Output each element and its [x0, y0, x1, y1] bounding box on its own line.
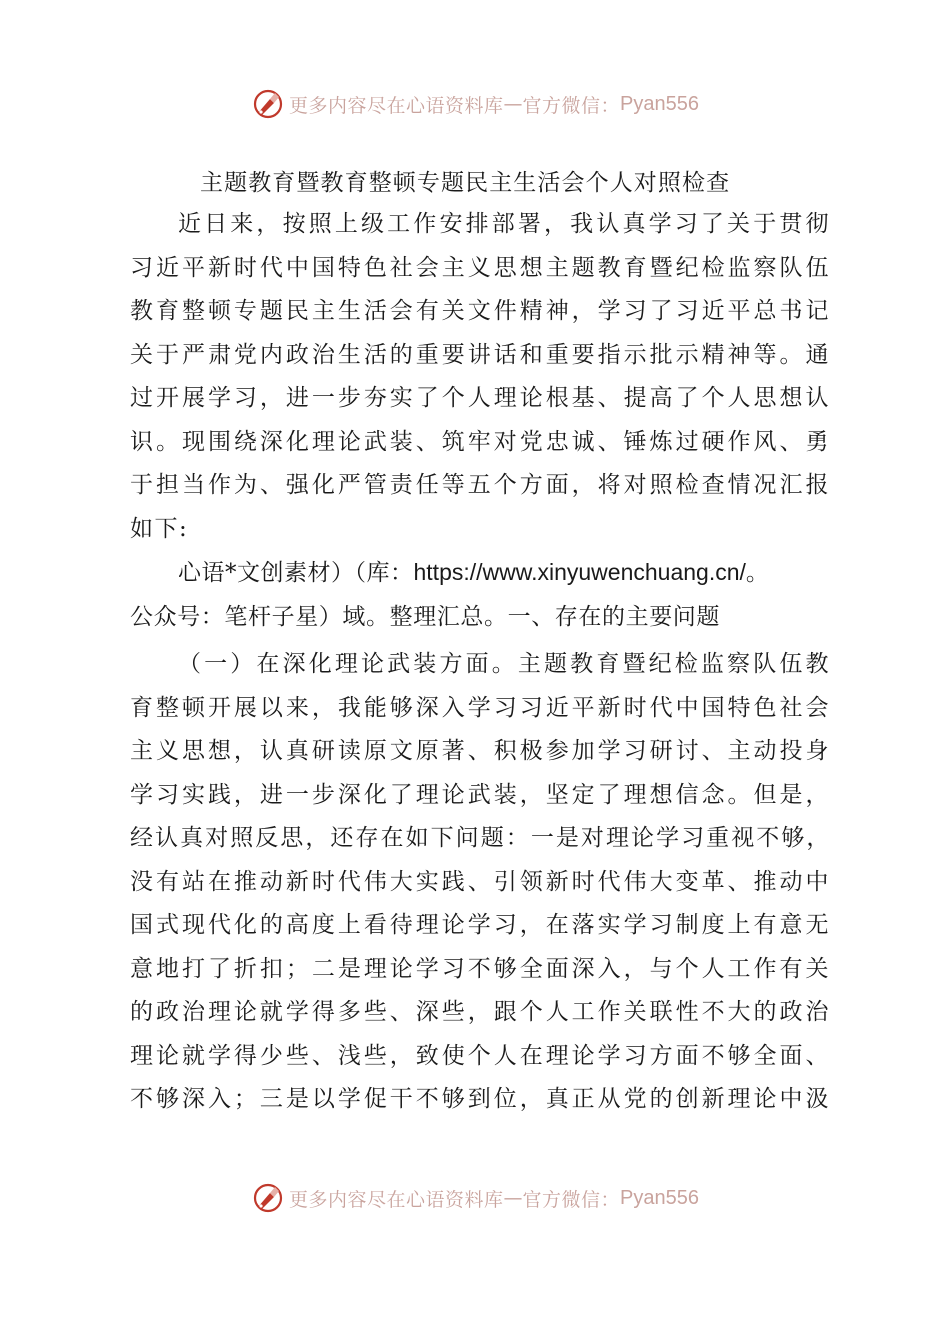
text-line: 的政治理论就学得多些、深些，跟个人工作关联性不大的政治	[130, 999, 830, 1025]
text-line: 学习实践，进一步深化了理论武装，坚定了理想信念。但是，	[130, 781, 830, 808]
banner-label: 官方微信：	[522, 1188, 621, 1211]
text-line: 关于严肃党内政治生活的重要讲话和重要指示批示精神等。通	[130, 341, 830, 368]
text-line: 国式现代化的高度上看待理论学习，在落实学习制度上有意无	[130, 912, 830, 938]
section-one-paragraph	[130, 643, 830, 1122]
text-line: 过开展学习，进一步夯实了个人理论根基、提高了个人思想认	[130, 385, 830, 411]
source-url: https://www.xinyuwenchuang.cn/	[413, 559, 746, 585]
banner-dash: —	[503, 1187, 523, 1209]
banner-handle: Pyan556	[620, 1186, 699, 1209]
source-suffix: 。	[745, 560, 770, 586]
pen-logo-icon	[251, 1181, 285, 1215]
text-line: 公众号：笔杆子星）域。整理汇总。一、存在的主要问题	[130, 603, 720, 630]
text-line: 于担当作为、强化严管责任等五个方面，将对照检查情况汇报	[130, 472, 830, 498]
banner-text: 更多内容尽在心语资料库	[289, 1188, 504, 1211]
text-line: 理论就学得少些、浅些，致使个人在理论学习方面不够全面、	[130, 1042, 830, 1069]
text-line: 经认真对照反思，还存在如下问题：一是对理论学习重视不够，	[130, 825, 830, 851]
banner-label: 官方微信：	[522, 94, 621, 117]
banner-handle: Pyan556	[620, 92, 699, 115]
text-line: 教育整顿专题民主生活会有关文件精神，学习了习近平总书记	[130, 298, 830, 324]
document-title: 主题教育暨教育整顿专题民主生活会个人对照检查	[200, 170, 731, 196]
text-line: 育整顿开展以来，我能够深入学习习近平新时代中国特色社会	[130, 694, 830, 721]
text-line: 习近平新时代中国特色社会主义思想主题教育暨纪检监察队伍	[130, 254, 830, 281]
text-line: 主义思想，认真研读原文原著、积极参加学习研讨、主动投身	[130, 738, 830, 764]
header-watermark-banner	[0, 82, 950, 126]
text-line: 如下:	[130, 515, 189, 542]
source-line	[130, 551, 830, 596]
text-line: 不够深入；三是以学促干不够到位，真正从党的创新理论中汲	[130, 1086, 830, 1112]
banner-dash: —	[503, 93, 523, 115]
text-line: 没有站在推动新时代伟大实践、引领新时代伟大变革、推动中	[130, 868, 830, 895]
footer-watermark-banner	[0, 1176, 950, 1220]
source-prefix: 心语*文创素材）（库：	[178, 560, 414, 586]
pen-logo-icon	[251, 87, 285, 121]
text-line: 意地打了折扣；二是理论学习不够全面深入，与个人工作有关	[130, 955, 830, 982]
intro-paragraph	[130, 203, 830, 551]
text-line: 近日来，按照上级工作安排部署，我认真学习了关于贯彻	[178, 211, 830, 237]
text-line: （一）在深化理论武装方面。主题教育暨纪检监察队伍教	[178, 651, 830, 677]
source-paragraph	[130, 551, 830, 639]
banner-text: 更多内容尽在心语资料库	[289, 94, 504, 117]
text-line: 识。现围绕深化理论武装、筑牢对党忠诚、锤炼过硬作风、勇	[130, 428, 830, 455]
